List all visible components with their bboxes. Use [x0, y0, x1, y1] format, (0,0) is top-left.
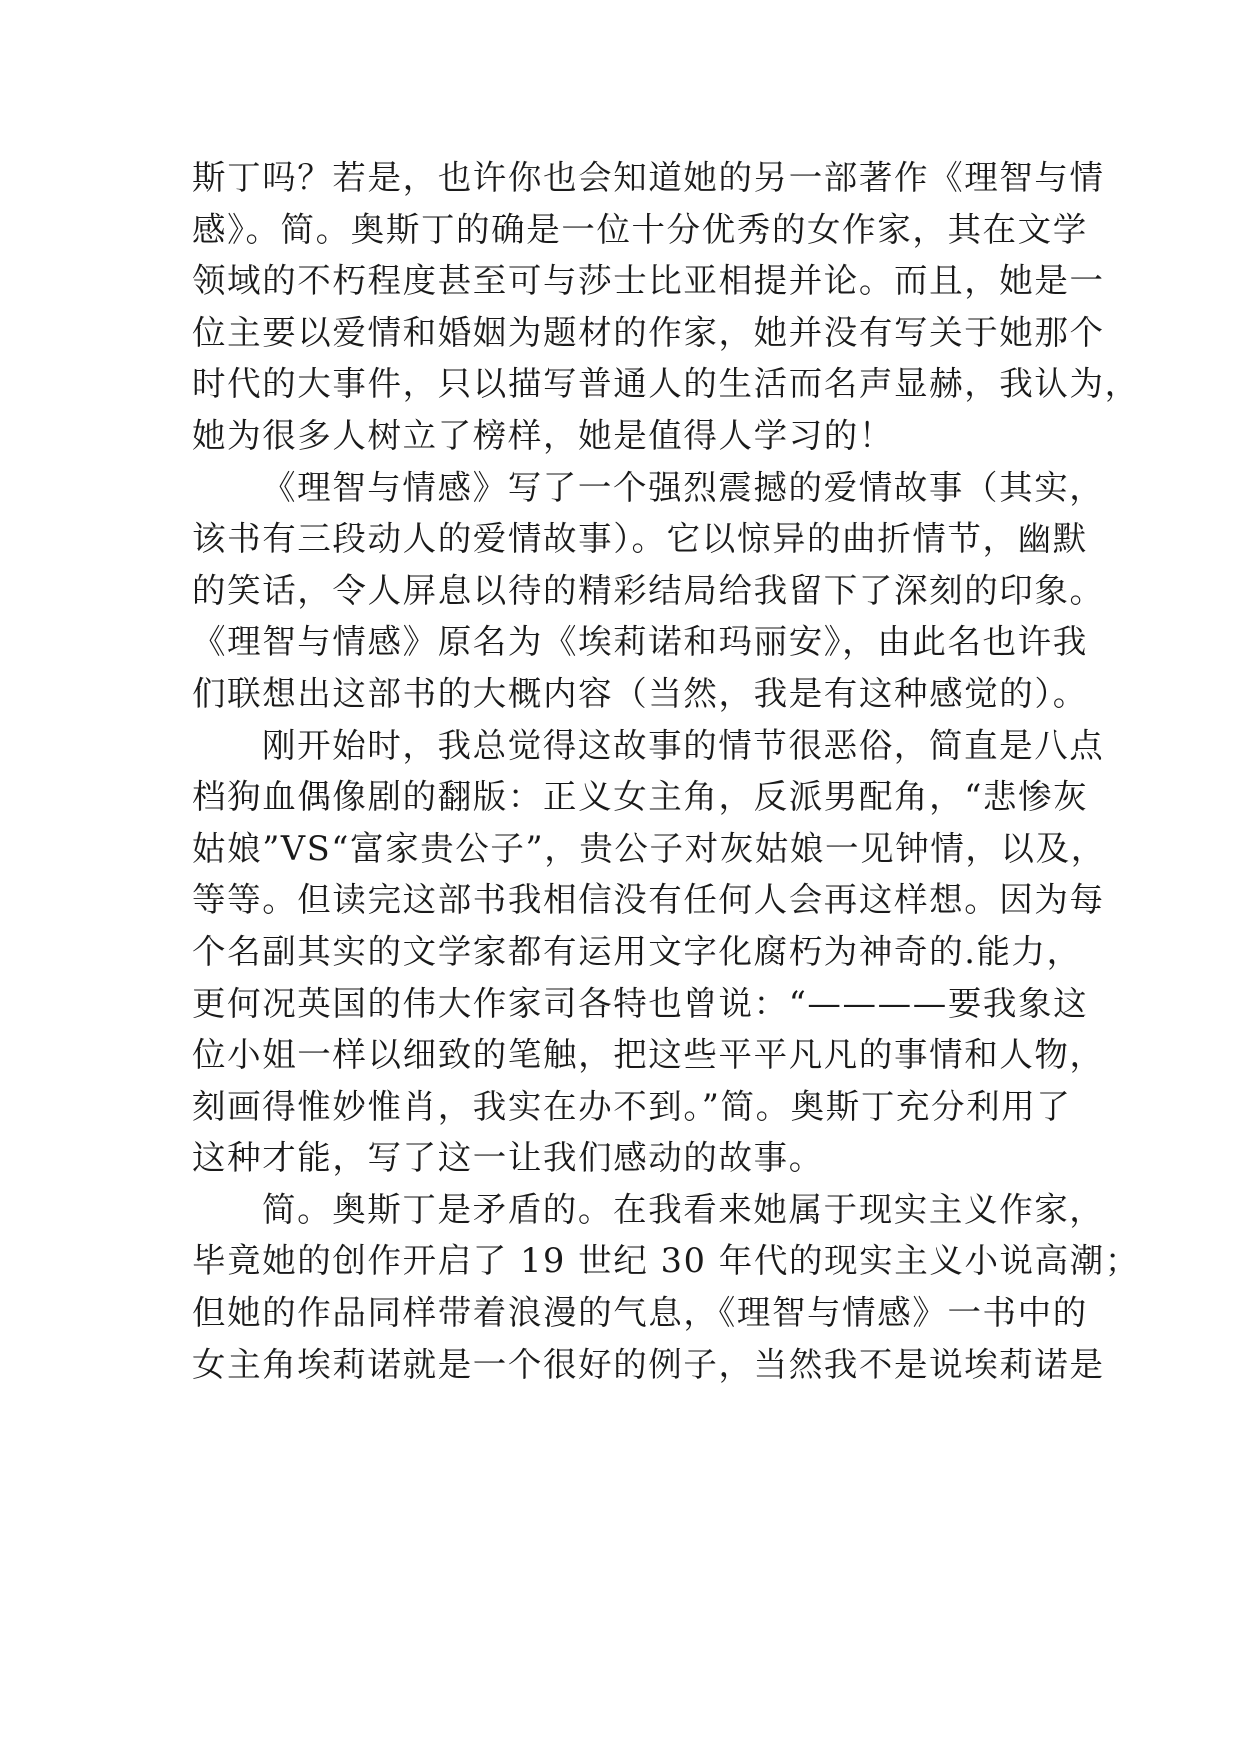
text-line: 但她的作品同样带着浪漫的气息，《理智与情感》一书中的: [192, 1293, 1088, 1333]
text-line: 毕竟她的创作开启了 19 世纪 30 年代的现实主义小说高潮；: [192, 1241, 1140, 1281]
text-line: 感》。简。奥斯丁的确是一位十分优秀的女作家，其在文学: [192, 209, 1088, 249]
text-line: 位主要以爱情和婚姻为题材的作家，她并没有写关于她那个: [192, 312, 1105, 352]
text-line: 个名副其实的文学家都有运用文字化腐朽为神奇的.能力，: [192, 931, 1082, 971]
text-line: 时代的大事件，只以描写普通人的生活而名声显赫，我认为，: [192, 364, 1140, 404]
text-line: 领域的不朽程度甚至可与莎士比亚相提并论。而且，她是一: [192, 261, 1105, 301]
text-line: 这种才能，写了这一让我们感动的故事。: [192, 1138, 824, 1178]
text-line: 的笑话，令人屏息以待的精彩结局给我留下了深刻的印象。: [192, 570, 1105, 610]
paragraph-4: [192, 1184, 1140, 1390]
text-line: 姑娘”VS“富家贵公子”，贵公子对灰姑娘一见钟情，以及，: [192, 828, 1106, 868]
text-line: 她为很多人树立了榜样，她是值得人学习的！: [192, 415, 894, 455]
text-line: 位小姐一样以细致的笔触，把这些平平凡凡的事情和人物，: [192, 1035, 1105, 1075]
text-line: 女主角埃莉诺就是一个很好的例子，当然我不是说埃莉诺是: [192, 1344, 1105, 1384]
text-line: 更何况英国的伟大作家司各特也曾说：“————要我象这: [192, 983, 1089, 1023]
text-line: 《理智与情感》原名为《埃莉诺和玛丽安》，由此名也许我: [192, 622, 1088, 662]
text-line: 刚开始时，我总觉得这故事的情节很恶俗，简直是八点: [262, 725, 1105, 765]
text-line: 等等。但读完这部书我相信没有任何人会再这样想。因为每: [192, 880, 1105, 920]
paragraph-3: [192, 720, 1106, 1184]
text-line: 斯丁吗？若是，也许你也会知道她的另一部著作《理智与情: [192, 158, 1105, 197]
document-page: [192, 152, 1140, 1390]
text-line: 刻画得惟妙惟肖，我实在办不到。”简。奥斯丁充分利用了: [192, 1086, 1072, 1126]
text-line: 们联想出这部书的大概内容（当然，我是有这种感觉的）。: [192, 673, 1088, 713]
text-line: 档狗血偶像剧的翻版：正义女主角，反派男配角，“悲惨灰: [192, 777, 1089, 817]
text-line: 《理智与情感》写了一个强烈震撼的爱情故事（其实，: [262, 467, 1105, 507]
text-line: 该书有三段动人的爱情故事）。它以惊异的曲折情节，幽默: [192, 519, 1088, 559]
text-line: 简。奥斯丁是矛盾的。在我看来她属于现实主义作家，: [262, 1189, 1105, 1229]
paragraph-1: [192, 152, 1140, 462]
paragraph-2: [192, 462, 1105, 720]
